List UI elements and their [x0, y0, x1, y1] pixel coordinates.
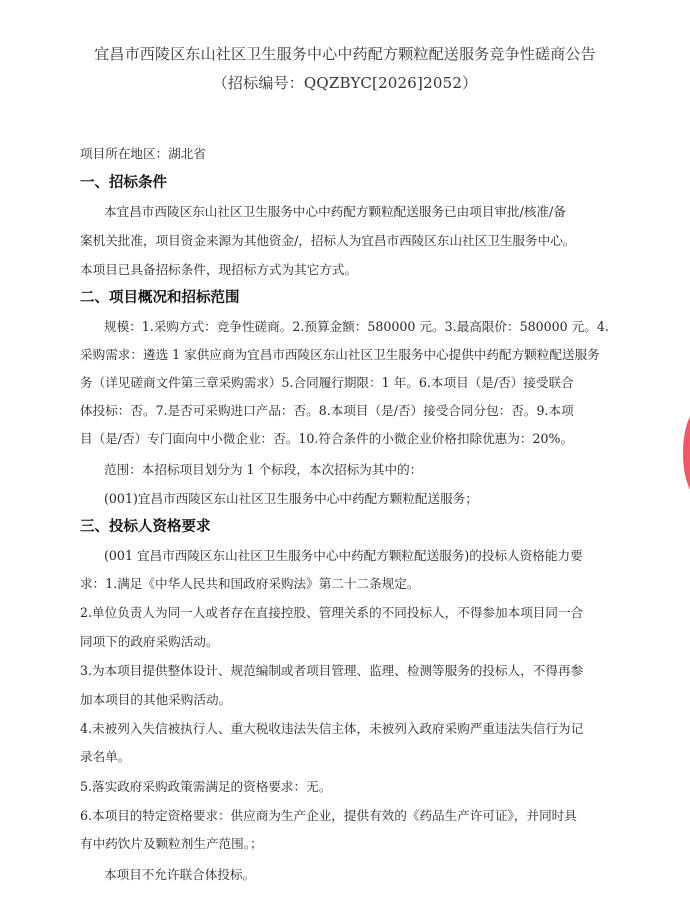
bid-number: （招标编号：QQZBYC[2026]2052） — [212, 74, 478, 92]
paragraph-line: 体投标：否。7.是否可采购进口产品：否。8.本项目（是/否）接受合同分包：否。9.本项 — [80, 403, 574, 418]
paragraph-line: 目（是/否）专门面向中小微企业：否。10.符合条件的小微企业价格扣除优惠为：20%。 — [80, 431, 574, 446]
project-region: 项目所在地区：湖北省 — [80, 146, 206, 161]
paragraph-line: 规模：1.采购方式：竞争性磋商。2.预算金额：580000 元。3.最高限价：580000 元。4. — [104, 319, 609, 334]
document-title: 宜昌市西陵区东山社区卫生服务中心中药配方颗粒配送服务竞争性磋商公告 — [94, 45, 596, 63]
paragraph-line: 4.未被列入失信被执行人、重大税收违法失信主体，未被列入政府采购严重违法失信行为记 — [80, 721, 584, 736]
paragraph-line: 加本项目的其他采购活动。 — [80, 692, 232, 707]
section-heading-project-overview: 二、项目概况和招标范围 — [80, 290, 240, 306]
paragraph-line: 3.为本项目提供整体设计、规范编制或者项目管理、监理、检测等服务的投标人，不得再参 — [80, 663, 584, 678]
paragraph-line: (001 宜昌市西陵区东山社区卫生服务中心中药配方颗粒配送服务)的投标人资格能力要 — [104, 548, 583, 563]
paragraph-line: 本项目不允许联合体投标。 — [104, 867, 256, 882]
paragraph-line: 2.单位负责人为同一人或者存在直接控股、管理关系的不同投标人，不得参加本项目同一合 — [80, 605, 584, 620]
paragraph-line: 本宜昌市西陵区东山社区卫生服务中心中药配方颗粒配送服务已由项目审批/核准/备 — [104, 204, 566, 219]
paragraph-line: 6.本项目的特定资格要求：供应商为生产企业，提供有效的《药品生产许可证》，并同时具 — [80, 808, 577, 823]
paragraph-line: (001)宜昌市西陵区东山社区卫生服务中心中药配方颗粒配送服务； — [104, 491, 478, 506]
paragraph-line: 采购需求：遴选 1 家供应商为宜昌市西陵区东山社区卫生服务中心提供中药配方颗粒配送服务 — [80, 347, 600, 362]
red-seal-edge — [683, 408, 690, 498]
paragraph-line: 录名单。 — [80, 749, 131, 764]
paragraph-line: 求：1.满足《中华人民共和国政府采购法》第二十二条规定。 — [80, 576, 420, 591]
paragraph-line: 务（详见磋商文件第三章采购需求）5.合同履行期限：1 年。6.本项目（是/否）接受联合 — [80, 375, 574, 390]
paragraph-line: 本项目已具备招标条件，现招标方式为其它方式。 — [80, 262, 358, 277]
paragraph-line: 5.落实政府采购政策需满足的资格要求：无。 — [80, 779, 332, 794]
paragraph-line: 范围：本招标项目划分为 1 个标段，本次招标为其中的： — [104, 462, 423, 477]
section-heading-bidder-qualification: 三、投标人资格要求 — [80, 519, 211, 535]
paragraph-line: 有中药饮片及颗粒剂生产范围。； — [80, 836, 263, 851]
paragraph-line: 同项下的政府采购活动。 — [80, 634, 219, 649]
paragraph-line: 案机关批准，项目资金来源为其他资金/，招标人为宜昌市西陵区东山社区卫生服务中心。 — [80, 233, 576, 248]
section-heading-bid-conditions: 一、招标条件 — [80, 175, 167, 191]
